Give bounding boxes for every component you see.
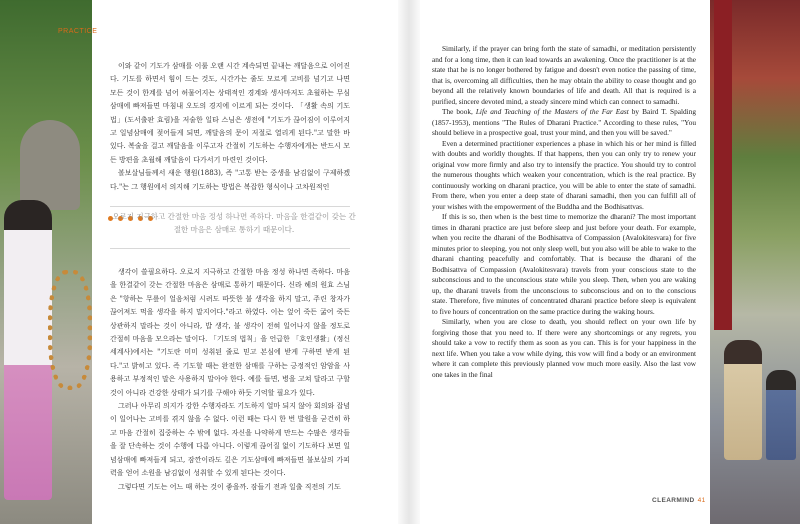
korean-paragraph-1: 이와 같이 기도가 삼매를 이룰 오랜 시간 계속되면 끝내는 깨달음으로 이어진다. 기도를 하면서 힘이 드는 것도, 시간가는 줄도 모르게 고비를 넘기고 나면 모든 것이 한계를 넘어 허물어지는 상태적인 경계와 생사마저도 초월하는 무심삼매에 빠져들면 마침내 오도의 경지에 이르게 되는 것이다. 「생활 속의 기도법」(도서출판 효림)을 저술한 일타 스님은 생전에 "기도가 끊어짐이 이루어지고 일념삼매에 젖어들게 되면, 깨달음의 문이 저절로 열리게 된다."고 말한 바 있다. 복술을 걸고 깨달음을 이루고자 간절히 기도하는 수행자에게는 반드시 모든 방편을 초월해 깨달음이 다가서기 마련인 것이다. [110, 62, 350, 164]
book-title: Life and Teaching of the Masters of the Far East [475, 107, 629, 116]
korean-paragraph-3: 생각이 쓸필요하다. 오로지 지극하고 간절한 마음 정성 하나면 족하다. 마음을 한결같이 갖는 간절한 마음은 삼매로 통하기 때문이다. 신라 헤의 원효 스님은 "항하는 무릎이 얼음처럼 시려도 따뜻한 불 생각을 하지 말고, 주린 창자가 끊어져도 먹을 생각을 하지 말지어다."라고 하였다. 이는 엎어 죽든 굶어 죽든 상관하지 말라는 것이 아니라, 밥 생각, 불 생각이 전혀 일어나지 않을 정도로 간절히 마음을 모으라는 말이다. 「기도의 법칙」을 언급한 「호인생활」(정신세계사)에서는 "기도란 미미 성취된 줄로 믿고 본심에 받게 구하면 받게 된다."고 밝히고 있다. 즉 기도할 때는 완전한 삼매를 구하는 긍정적인 암암을 사용하고 부정적인 말은 사용하지 말아야 한다. 예를 들면, 병을 고쳐 달라고 구할 것이 아니라 건강한 상태가 되기를 구해야 하듯 기억할 필요가 있다. [110, 268, 350, 397]
right-photo-temple-practitioners [710, 0, 800, 524]
korean-paragraph-5: 그렇다면 기도는 어느 때 하는 것이 좋을까. 잠들기 전과 일출 직전의 기도 [118, 482, 341, 491]
practitioner-figure-shape-2 [766, 370, 796, 460]
page-gutter [398, 0, 420, 524]
english-paragraph-5: Similarly, when you are close to death, you should reflect on your own life by forgiving those that you need to. If there were any shortcomings or any regrets, you should take a vow to rectify them as soon as you can. This is for your happiness in the next life. When you take a vow while dying, this vow will find a body or an environment where it can complete this previously planned vow much more easily. Also the last vow one takes in the final [432, 317, 696, 379]
english-paragraph-2 [432, 107, 696, 139]
korean-paragraph-4: 그러나 아무리 의지가 강한 수행자라도 기도하지 얼마 되지 않아 회의와 잡념이 일어나는 고비를 겪지 않을 수 없다. 이런 때는 다시 한 번 발원을 굳건히 하고 마음 간절히 집중하는 수 밖에 없다. 자신을 나약하게 만드는 수많은 생각들을 잘 단속하는 것이 수행에 다름 아니다. 이렇게 끊어질 없이 기도하다 보면 일념삼매에 빠져들게 되고, 잠깐이라도 깊은 기도삼매에 빠져들면 불보살의 가피력을 얻어 소원을 남김없이 성취할 수 있게 된다는 것이다. [110, 402, 350, 478]
english-column [432, 44, 696, 380]
magazine-brand: CLEARMIND [652, 497, 695, 504]
english-paragraph-1: Similarly, if the prayer can bring forth the state of samadhi, or meditation persistently and for a long time, then it can lead towards an awakening. Once the practitioner is at the state that he is no longer bothered by fatigue and doesn't even notice the passing of time, that is, overcoming all difficulties, then he may obtain the ability to cease thought and go beyond all the relatively known boundaries of life and death. All that is required is a purified, sincere devoted mind, a steady sincere mind which can connect to samadhi. [432, 44, 696, 106]
prayer-beads-shape [48, 270, 92, 390]
pull-quote-rule-top [110, 206, 350, 207]
practitioner-figure-shape [724, 340, 762, 460]
pull-quote-rule-bottom [110, 248, 350, 249]
korean-column-bottom [110, 266, 350, 494]
stone-lantern-shape [20, 120, 80, 210]
pull-quote: 오로지 지극하고 간절한 마음 정성 하나면 족하다. 마음을 한결같이 갖는 간절한 마음은 삼매로 통하기 때문이다. [112, 212, 356, 234]
red-pillar-shape [714, 0, 732, 330]
woman-figure-shape [4, 200, 52, 500]
english-p2-suffix: by Baird T. Spalding (1857-1953), mentions "The Rules of Dharani Practice." According to these rules, "You should believe in a prospective goal, trust your mind, and then you will be saved." [432, 107, 697, 137]
page-footer [652, 497, 706, 504]
english-paragraph-3: Even a determined practitioner experiences a phase in which his or her mind is filled with doubts and worldly thoughts. If that happens, then you can only try to renew your original vow more firmly and also try to intensify the practice. You should try to control the numerous thoughts which weaken your concentration, which is the real practice. By continuously working on dharani practice, you will be able to enter the state of samadhi. From there, when you enter a deep state of dharani samadhi, then you can fulfill all of your wishes with the empowerment of the Buddha and the Bodhisattvas. [432, 138, 696, 211]
left-photo-woman-with-prayer-beads [0, 0, 92, 524]
section-tag: PRACTICE [58, 28, 98, 35]
korean-column-top [110, 60, 350, 194]
korean-paragraph-2: 볼보살님들께서 새운 행원(1883), 즉 "고통 받는 중생을 남김없이 구제하겠다."는 그 행원에서 의지해 기도하는 방법은 복잡한 형식이나 고차원적인 [110, 169, 350, 191]
page-number: 41 [697, 497, 706, 504]
english-paragraph-4: If this is so, then when is the best time to memorize the dharani? The most important times in dharani practice are just before sleep and just before your death. For example, when you recite the dharani of the Bodhisattva of Compassion (Avalokitesvara) for five minutes prior to sleeping, you not only sleep well, but you also will be able to wake to the dharani chanting peacefully and comfortably. That is because the dharani of the Bodhisattva of Compassion (Avalokitesvara) travels from your conscious state to the subconscious and to the unconscious state while you sleep. Then, when you are waking up, the dharani travels from the unconscious to subconscious and on to the conscious state. Therefore, five minutes of concentrated dharani practice before sleep is equivalent to five hours of concentration on the same practice during the waking hours. [432, 212, 696, 316]
english-p2-prefix: The book, [442, 107, 476, 116]
